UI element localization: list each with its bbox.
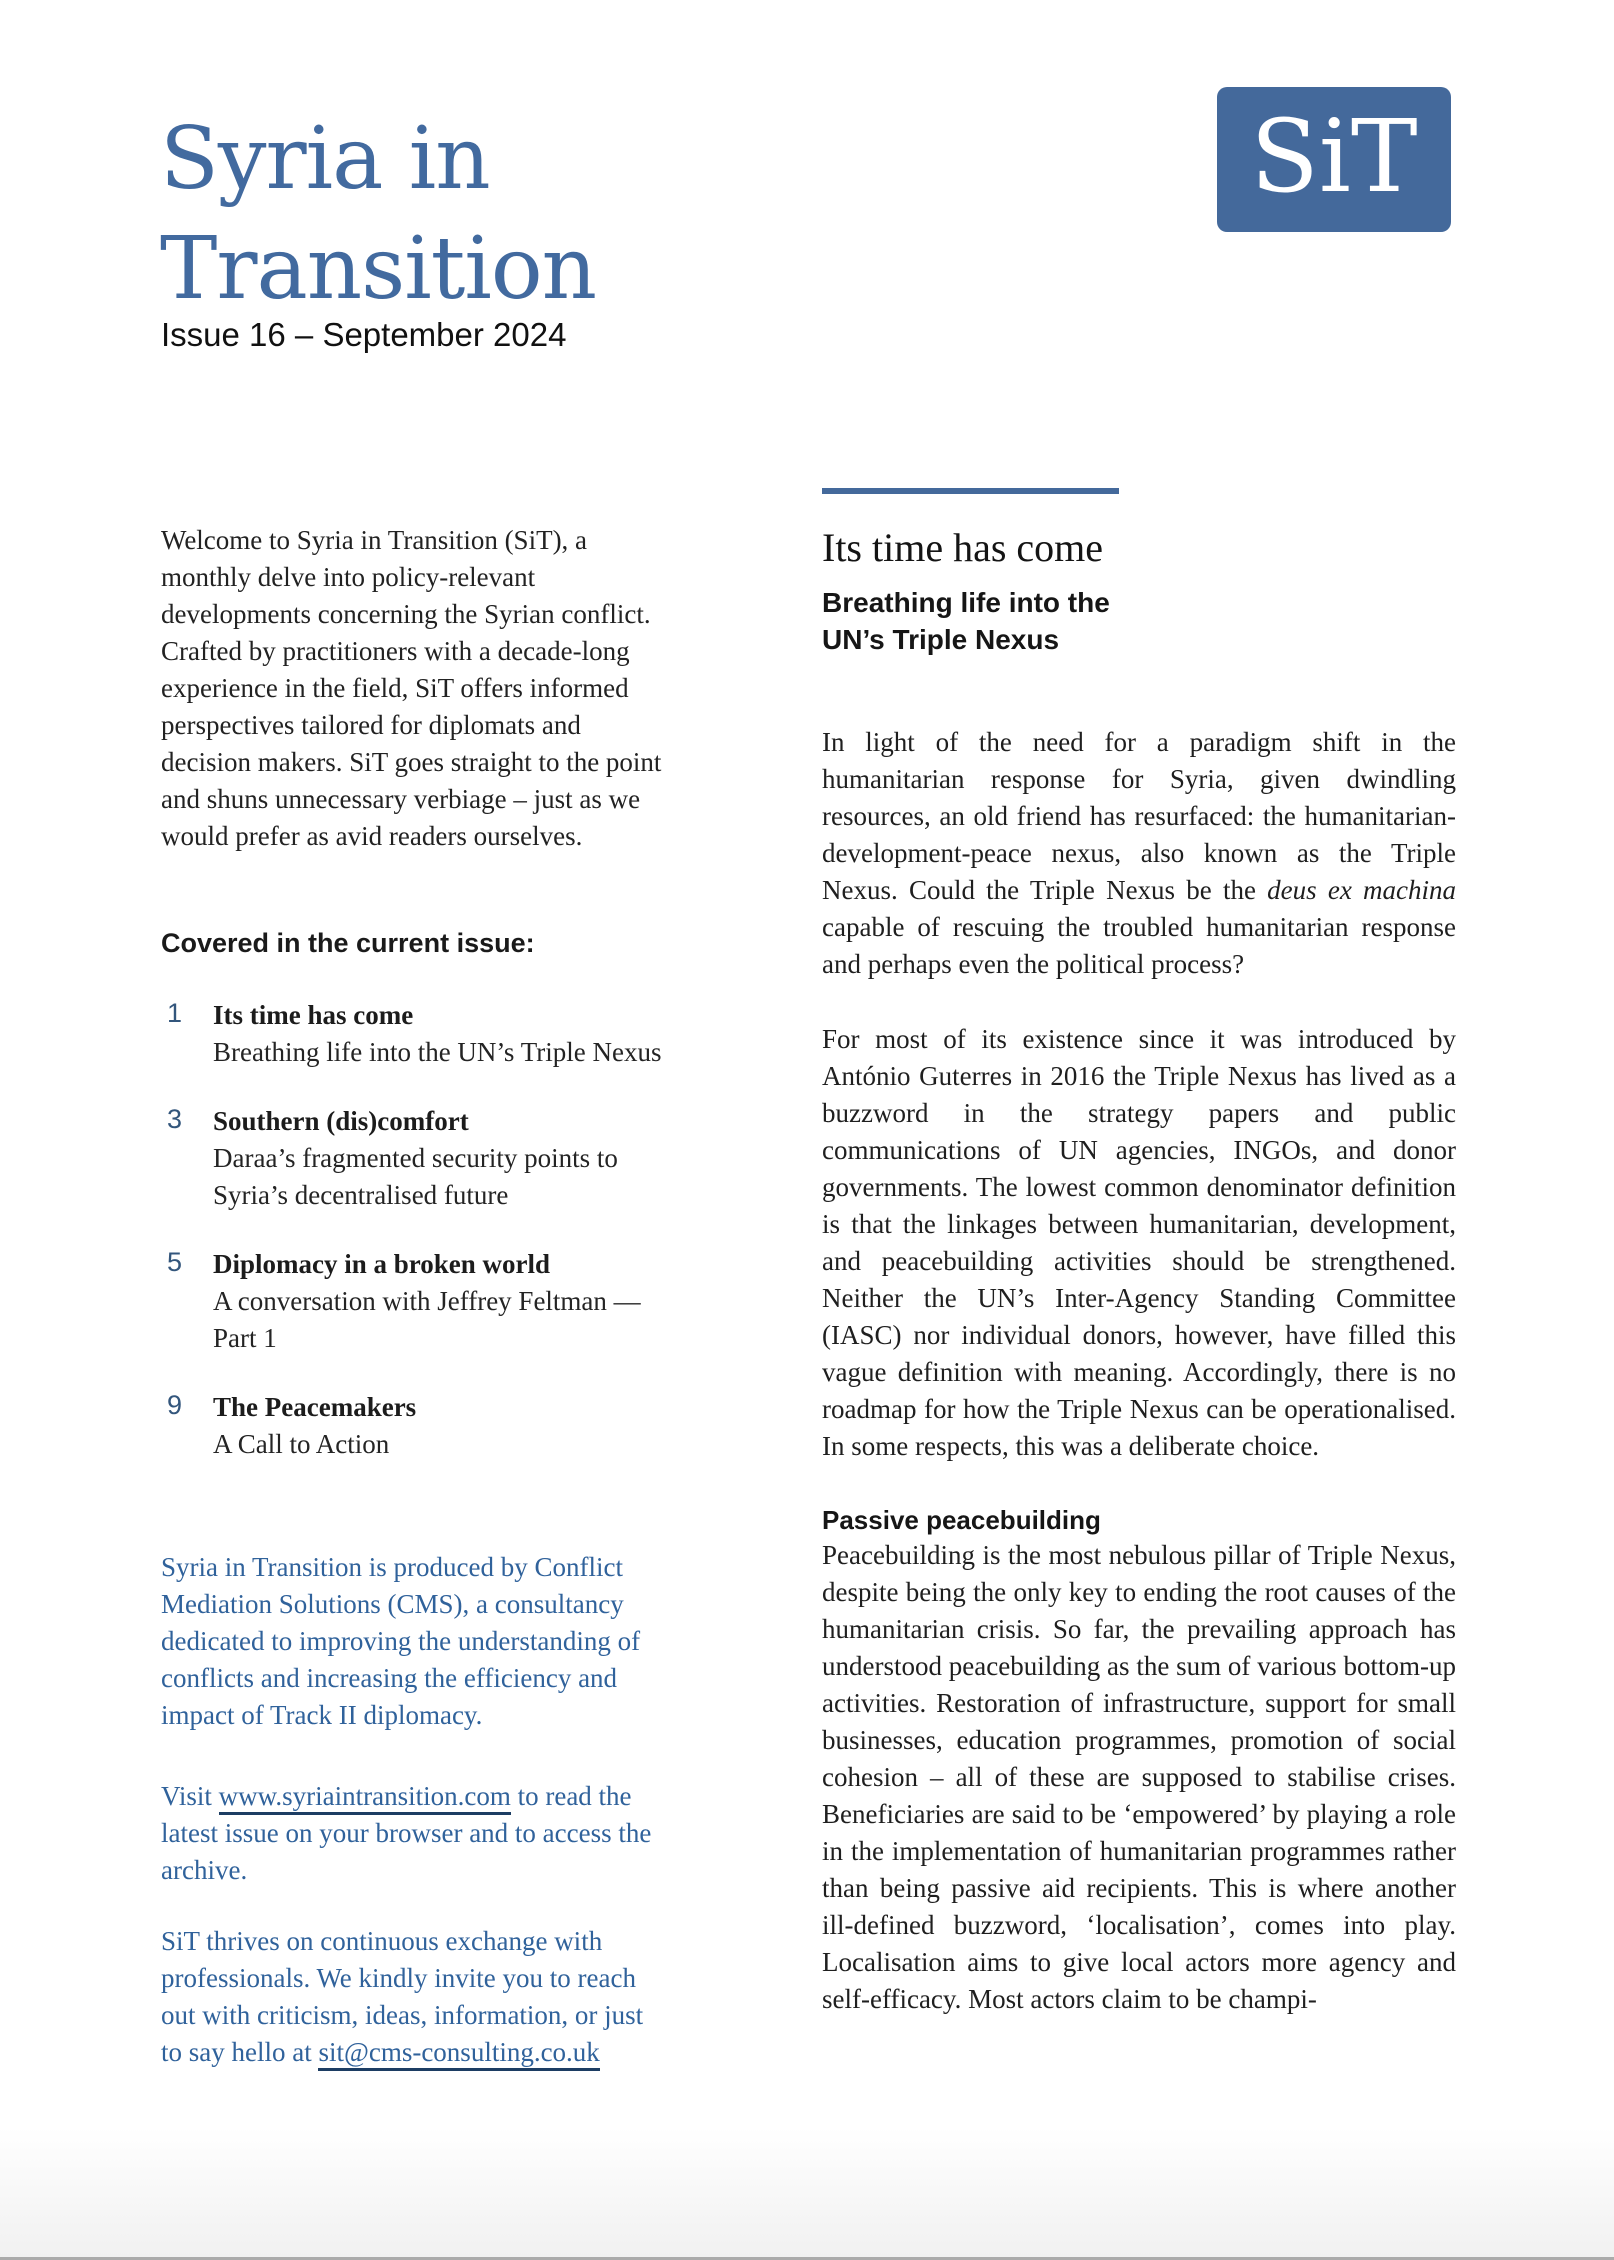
visit-paragraph <box>161 1778 666 1889</box>
toc-item-title: Southern (dis)comfort <box>213 1106 469 1136</box>
article-subtitle: Breathing life into the UN’s Triple Nexus <box>822 587 1110 655</box>
article-paragraph-1 <box>822 724 1456 983</box>
toc-item-its-time-has-come[interactable] <box>161 997 666 1071</box>
toc-item-title: Diplomacy in a broken world <box>213 1249 551 1279</box>
visit-suffix: to read the latest issue on your browser and to access the archive. <box>161 1781 652 1885</box>
issue-line: Issue 16 – September 2024 <box>161 316 567 353</box>
para1-after: capable of rescuing the troubled humanitarian response and perhaps even the political process? <box>822 912 1456 979</box>
section-heading-passive-peacebuilding: Passive peacebuilding <box>822 1505 1101 1535</box>
article-title: Its time has come <box>822 525 1104 570</box>
left-column <box>161 522 666 2071</box>
contact-prefix: SiT thrives on continuous exchange with professionals. We kindly invite you to reach out with criticism, ideas, information, or just to say hello at <box>161 1926 644 2067</box>
para1-italic-phrase: deus ex machina <box>1267 875 1456 905</box>
about-paragraph: Syria in Transition is produced by Conflict Mediation Solutions (CMS), a consultancy dedicated to improving the understanding of conflicts and increasing the efficiency and impact of Track II diplomacy. <box>161 1552 641 1730</box>
sit-logo <box>1217 87 1451 232</box>
website-link[interactable]: www.syriaintransition.com <box>219 1781 511 1815</box>
toc-page-number: 3 <box>167 1104 183 1134</box>
toc-item-southern-discomfort[interactable] <box>161 1103 666 1214</box>
email-link[interactable]: sit@cms-consulting.co.uk <box>318 2037 599 2071</box>
table-of-contents <box>161 997 666 1463</box>
toc-page-number: 9 <box>167 1390 183 1420</box>
article-paragraph-3: Peacebuilding is the most nebulous pillar of Triple Nexus, despite being the only key to ending the root causes of the humanitarian crisis. So far, the prevailing approach has understood peacebuilding as the sum of various bottom-up activities. Restoration of infrastructure, support for small businesses, education programmes, promotion of social cohesion – all of these are supposed to stabilise crises. Beneficiaries are said to be ‘empowered’ by playing a role in the implementation of humanitarian programmes rather than being passive aid recipients. This is where another ill-defined buzzword, ‘localisation’, comes into play. Localisation aims to give local actors more agency and self-efficacy. Most actors claim to be champi- <box>822 1540 1456 2014</box>
toc-page-number: 5 <box>167 1247 183 1277</box>
toc-item-title: Its time has come <box>213 1000 414 1030</box>
toc-heading: Covered in the current issue: <box>161 928 535 958</box>
page-bottom-edge <box>0 2127 1614 2260</box>
toc-page-number: 1 <box>167 998 183 1028</box>
toc-item-subtitle: Breathing life into the UN’s Triple Nexus <box>213 1037 662 1067</box>
para1-before: In light of the need for a paradigm shift in the humanitarian response for Syria, given dwindling resources, an old friend has resurfaced: the humanitarian-development-peace nexus, also known as the Triple Nexus. Could the Triple Nexus be the <box>822 727 1456 905</box>
visit-prefix: Visit <box>161 1781 219 1811</box>
toc-item-subtitle: A conversation with Jeffrey Feltman — Part 1 <box>213 1286 641 1353</box>
welcome-paragraph: Welcome to Syria in Transition (SiT), a monthly delve into policy-relevant developments concerning the Syrian conflict. Crafted by practitioners with a decade-long experience in the field, SiT offers informed perspectives tailored for diplomats and decision makers. SiT goes straight to the point and shuns unnecessary verbiage – just as we would prefer as avid readers ourselves. <box>161 525 662 851</box>
toc-item-subtitle: A Call to Action <box>213 1429 390 1459</box>
toc-item-subtitle: Daraa’s fragmented security points to Syria’s decentralised future <box>213 1143 618 1210</box>
page-title-line2: Transition <box>160 218 596 319</box>
article-paragraph-2: For most of its existence since it was introduced by António Guterres in 2016 the Triple Nexus has lived as a buzzword in the strategy papers and public communications of UN agencies, INGOs, and donor governments. The lowest common denominator definition is that the linkages between humanitarian, development, and peacebuilding activities should be strengthened. Neither the UN’s Inter-Agency Standing Committee (IASC) nor individual donors, however, have filled this vague definition with meaning. Accordingly, there is no roadmap for how the Triple Nexus can be operationalised. In some respects, this was a deliberate choice. <box>822 1024 1456 1461</box>
toc-item-the-peacemakers[interactable] <box>161 1389 666 1463</box>
toc-item-title: The Peacemakers <box>213 1392 417 1422</box>
page-title-line1: Syria in <box>160 108 490 209</box>
toc-item-diplomacy-broken-world[interactable] <box>161 1246 666 1357</box>
page-title <box>160 104 596 324</box>
article-accent-rule <box>822 488 1119 494</box>
contact-paragraph <box>161 1923 666 2071</box>
sit-logo-text: SiT <box>1250 97 1418 215</box>
article-column <box>822 488 1456 2056</box>
